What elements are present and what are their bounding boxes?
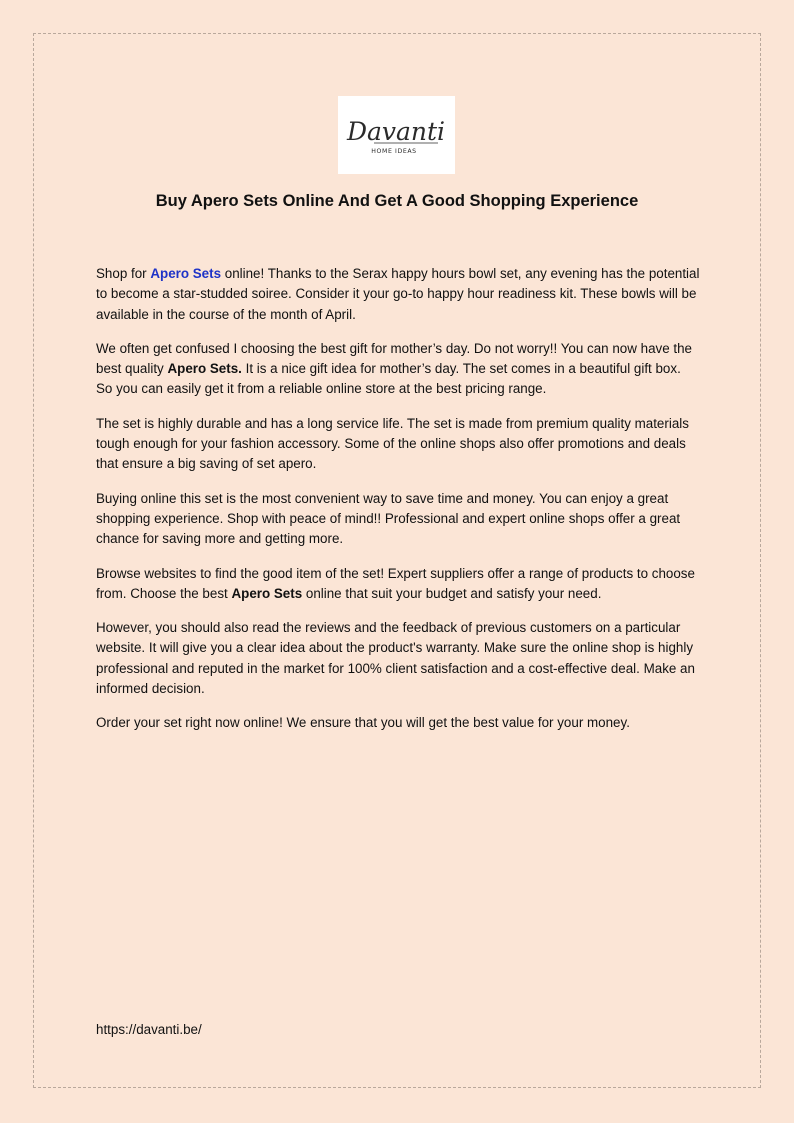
apero-sets-link[interactable]: Apero Sets bbox=[150, 266, 222, 281]
davanti-logo bbox=[338, 96, 455, 174]
paragraph-4: Buying online this set is the most convenient way to save time and money. You can enjoy a great shopping experience. Shop with peace of mind!! Professional and expert online shops offer a great chance for saving more and getting more. bbox=[96, 490, 681, 547]
paragraph-1-text-end: online! Thanks to the Serax happy hours bowl set, any evening has the potential to become a star-studded soiree. Consider it your go-to happy hour readiness kit. These bowls will be available in the course of the month of April. bbox=[96, 266, 700, 322]
paragraph-2-bold: Apero Sets. bbox=[167, 361, 242, 377]
paragraph-2 bbox=[96, 339, 700, 400]
document-title: Buy Apero Sets Online And Get A Good Shopping Experience bbox=[155, 192, 639, 210]
footer-url: https://davanti.be/ bbox=[96, 1022, 202, 1037]
paragraph-2-text-end: It is a nice gift idea for mother’s day. The set comes in a beautiful gift box. So you can easily get it from a reliable online store at the best pricing range. bbox=[96, 361, 681, 397]
paragraph-2-text-start: We often get confused I choosing the best gift for mother’s day. Do not worry!! You can now have the best quality bbox=[96, 340, 692, 377]
paragraph-5 bbox=[96, 564, 700, 605]
logo-tagline: HOME IDEAS bbox=[371, 148, 417, 155]
document-body bbox=[96, 264, 700, 748]
paragraph-5-text-end: online that suit your budget and satisfy your need. bbox=[302, 585, 602, 601]
paragraph-3: The set is highly durable and has a long service life. The set is made from premium quality materials tough enough for your fashion accessory. Some of the online shops also offer promotions and deals that ensure a big saving of set apero. bbox=[96, 415, 689, 472]
paragraph-5-bold: Apero Sets bbox=[231, 585, 303, 601]
paragraph-1-text-start: Shop for bbox=[96, 266, 151, 281]
paragraph-1 bbox=[96, 264, 700, 325]
paragraph-7: Order your set right now online! We ensure that you will get the best value for your money. bbox=[96, 715, 630, 731]
davanti-logo-graphic bbox=[338, 96, 455, 174]
logo-wordmark: Davanti bbox=[346, 117, 446, 146]
paragraph-5-text-start: Browse websites to find the good item of the set! Expert suppliers offer a range of products to choose from. Choose the best bbox=[96, 565, 695, 601]
paragraph-6: However, you should also read the reviews and the feedback of previous customers on a particular website. It will give you a clear idea about the product's warranty. Make sure the online shop is highly professional and reputed in the market for 100% client satisfaction and a cost-effective deal. Make an informed decision. bbox=[96, 620, 695, 697]
